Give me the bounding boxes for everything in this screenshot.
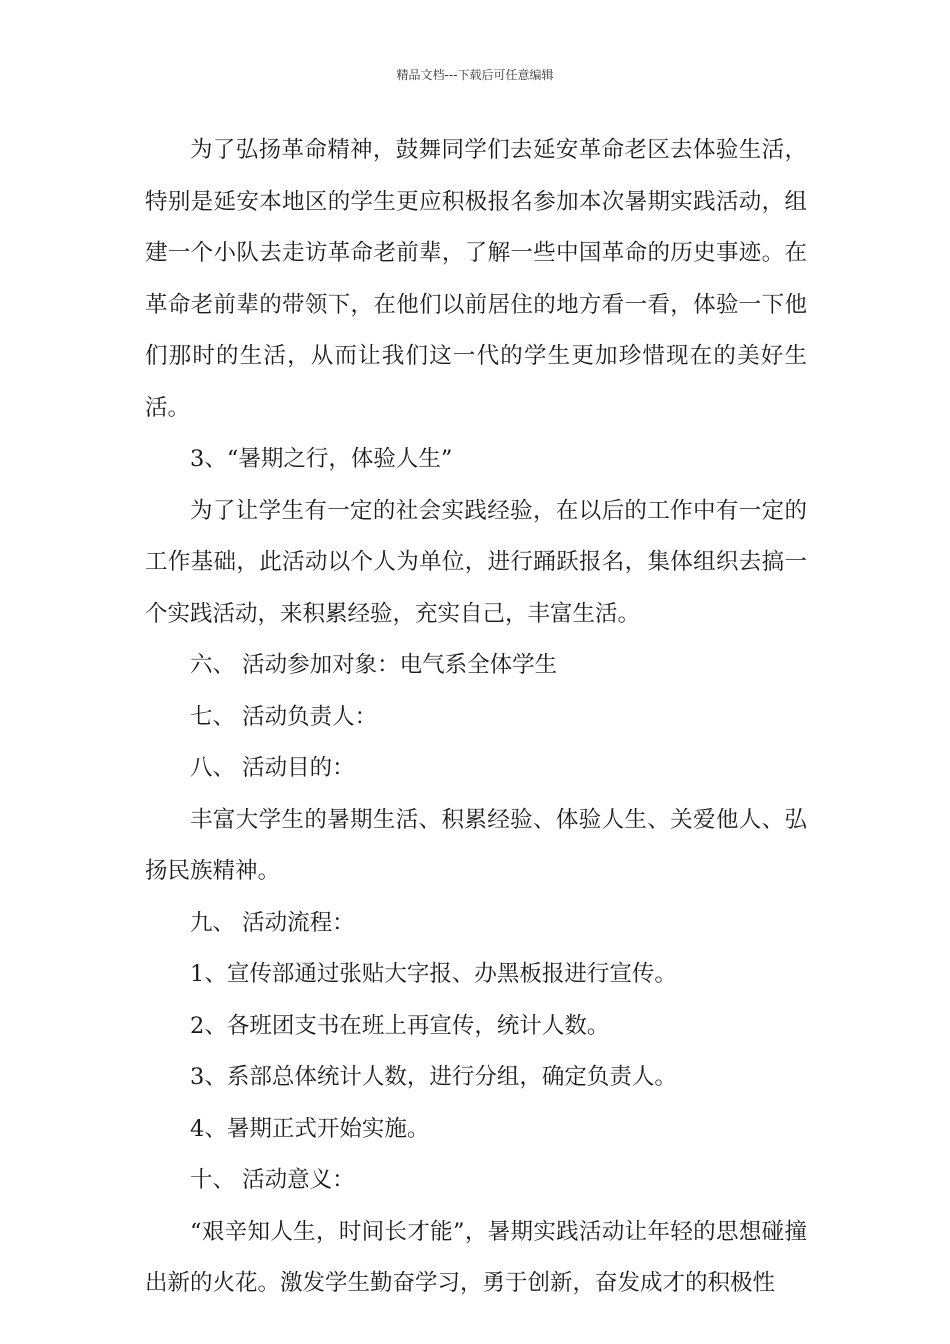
- paragraph-1: 为了弘扬革命精神，鼓舞同学们去延安革命老区去体验生活，特别是延安本地区的学生更应积极报名参加本次暑期实践活动，组建一个小队去走访革命老前辈，了解一些中国革命的历史事迹。在革命老前辈的带领下，在他们以前居住的地方看一看，体验一下他们那时的生活，从而让我们这一代的学生更加珍惜现在的美好生活。: [145, 137, 807, 421]
- paragraph-11: 3、系部总体统计人数，进行分组，确定负责人。: [190, 1064, 677, 1090]
- document-body: [145, 125, 807, 1310]
- paragraph-13: 十、 活动意义：: [190, 1167, 355, 1193]
- paragraph-4: 六、 活动参加对象：电气系全体学生: [190, 652, 558, 678]
- paragraph-9: 1、宣传部通过张贴大字报、办黑板报进行宣传。: [190, 961, 677, 987]
- paragraph-14: “艰辛知人生，时间长才能”，暑期实践活动让年轻的思想碰撞出新的火花。激发学生勤奋学习，勇于创新，奋发成才的积极性: [145, 1218, 807, 1296]
- paragraph-5: 七、 活动负责人：: [190, 703, 378, 730]
- paragraph-12: 4、暑期正式开始实施。: [190, 1115, 430, 1142]
- paragraph-7: 丰富大学生的暑期生活、积累经验、体验人生、关爱他人、弘扬民族精神。: [145, 806, 807, 884]
- paragraph-2: 3、“暑期之行，体验人生”: [190, 446, 453, 472]
- paragraph-3: 为了让学生有一定的社会实践经验，在以后的工作中有一定的工作基础，此活动以个人为单位，进行踊跃报名，集体组织去搞一个实践活动，来积累经验，充实自己，丰富生活。: [145, 497, 807, 627]
- page-header: 精品文档---下载后可任意编辑: [396, 68, 554, 82]
- paragraph-10: 2、各班团支书在班上再宣传，统计人数。: [190, 1012, 610, 1039]
- paragraph-6: 八、 活动目的：: [190, 755, 355, 781]
- paragraph-8: 九、 活动流程：: [190, 909, 355, 936]
